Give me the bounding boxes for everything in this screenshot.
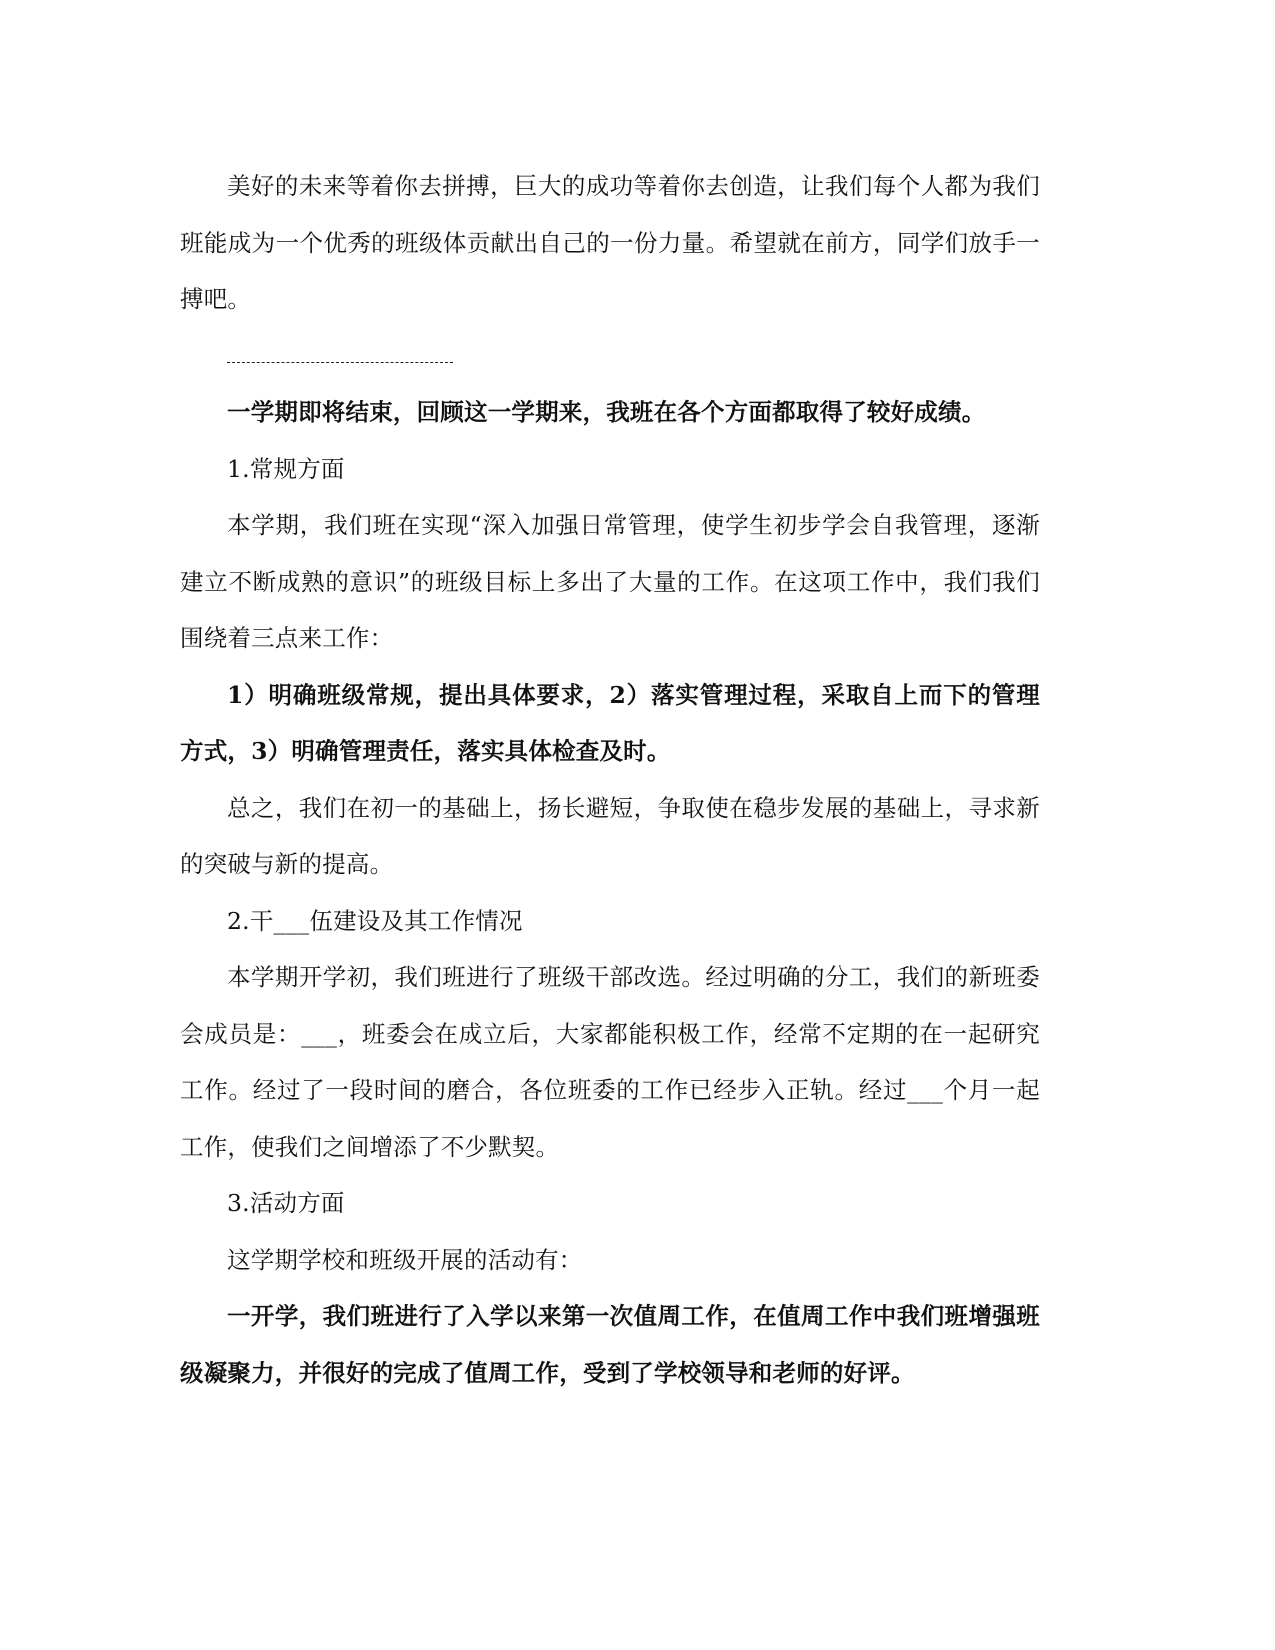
- dashed-separator-line: [227, 362, 453, 363]
- paragraph-activities-intro: 这学期学校和班级开展的活动有：: [227, 1245, 583, 1274]
- document-body: [180, 158, 1040, 1401]
- section-separator: [180, 328, 1040, 385]
- paragraph-routine-management: 本学期，我们班在实现“深入加强日常管理，使学生初步学会自我管理，逐渐建立不断成熟的意识”的班级目标上多出了大量的工作。在这项工作中，我们我们围绕着三点来工作：: [180, 511, 1040, 652]
- paragraph-three-points: 1）明确班级常规，提出具体要求，2）落实管理过程，采取自上而下的管理方式，3）明确管理责任，落实具体检查及时。: [180, 680, 1040, 765]
- heading-activities: 3.活动方面: [227, 1189, 345, 1217]
- paragraph-closing-encouragement: 美好的未来等着你去拼搏，巨大的成功等着你去创造，让我们每个人都为我们班能成为一个优秀的班级体贡献出自己的一份力量。希望就在前方，同学们放手一搏吧。: [180, 172, 1040, 313]
- paragraph-class-committee: 本学期开学初，我们班进行了班级干部改选。经过明确的分工，我们的新班委会成员是：___，班委会在成立后，大家都能积极工作，经常不定期的在一起研究工作。经过了一段时间的磨合，各位班委的工作已经步入正轨。经过___个月一起工作，使我们之间增添了不少默契。: [180, 963, 1040, 1161]
- heading-cadre-building: 2.干___伍建设及其工作情况: [227, 906, 523, 935]
- paragraph-summary: 总之，我们在初一的基础上，扬长避短，争取使在稳步发展的基础上，寻求新的突破与新的提高。: [180, 793, 1040, 878]
- heading-routine: 1.常规方面: [227, 454, 345, 483]
- paragraph-semester-intro: 一学期即将结束，回顾这一学期来，我班在各个方面都取得了较好成绩。: [227, 398, 986, 426]
- paragraph-duty-week: 一开学，我们班进行了入学以来第一次值周工作，在值周工作中我们班增强班级凝聚力，并很好的完成了值周工作，受到了学校领导和老师的好评。: [180, 1302, 1040, 1387]
